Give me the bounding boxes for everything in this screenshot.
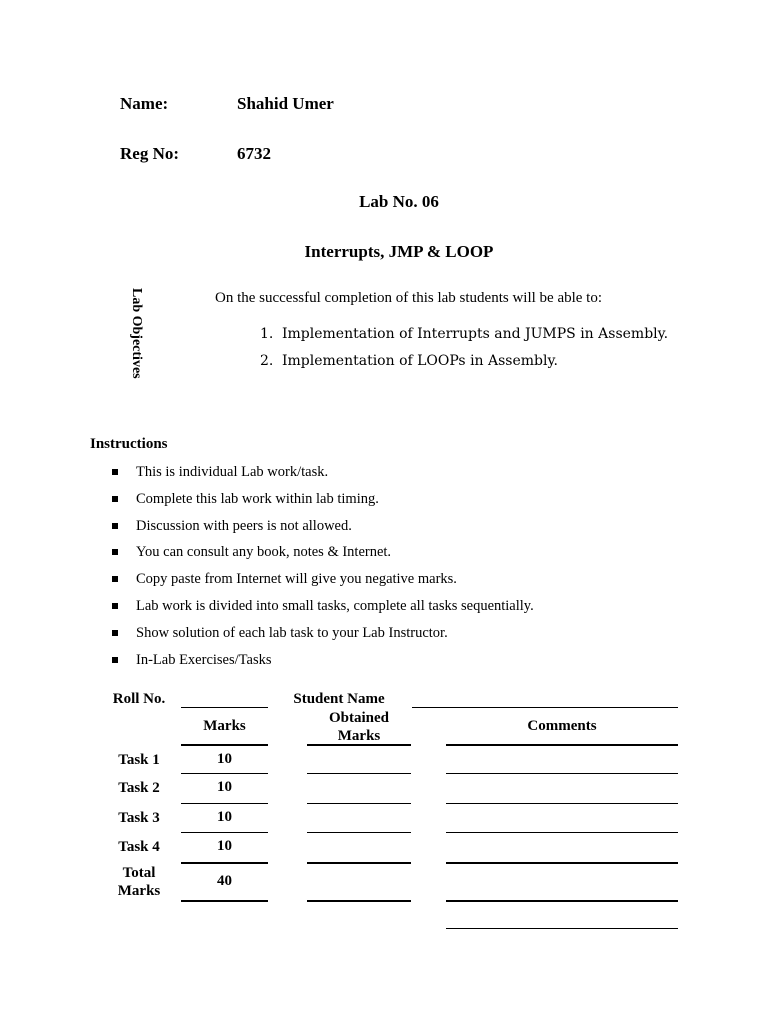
bullet-square-icon [112,630,118,636]
task-marks: 10 [217,838,232,854]
instructions-list [112,462,534,676]
task-label: Task 3 [118,810,160,826]
total-obtained-field[interactable] [307,900,411,902]
bullet-square-icon [112,603,118,609]
task-label: Task 4 [118,839,160,855]
row-rule [181,803,268,804]
lab-title: Interrupts, JMP & LOOP [304,242,494,261]
total-label-line2: Marks [117,883,161,899]
reg-no-label: Reg No: [120,144,180,163]
instruction-text: Discussion with peers is not allowed. [136,517,352,534]
instruction-text: Copy paste from Internet will give you negative marks. [136,571,457,588]
obtained-field[interactable] [307,862,411,864]
objectives-side-text: Lab Objectives [129,288,144,379]
task-label: Task 1 [118,752,160,768]
objective-number: 1. [260,326,274,342]
total-comment-field[interactable] [446,900,678,902]
instruction-text: Complete this lab work within lab timing. [136,490,379,507]
instruction-item [112,596,534,623]
instruction-item [112,569,534,596]
comment-field[interactable] [446,773,678,774]
instruction-item [112,542,534,569]
roll-no-line [181,707,268,708]
obtained-field[interactable] [307,803,411,804]
objective-number: 2. [260,353,274,369]
instruction-item [112,623,534,650]
instruction-item [112,489,534,516]
objectives-list [260,324,668,378]
task-marks: 10 [217,809,232,825]
instruction-text: Show solution of each lab task to your Lab Instructor. [136,624,448,641]
instruction-text: Lab work is divided into small tasks, complete all tasks sequentially. [136,597,534,614]
total-rule [181,900,268,902]
row-rule [181,773,268,774]
instruction-text: This is individual Lab work/task. [136,464,329,480]
reg-no-value: 6732 [237,144,271,163]
bullet-square-icon [112,657,118,663]
comment-field[interactable] [446,803,678,804]
instruction-item [112,516,534,543]
instruction-text: You can consult any book, notes & Internet. [136,544,392,561]
objective-text: Implementation of Interrupts and JUMPS in Assembly. [282,326,669,342]
task-marks: 10 [217,779,232,795]
header-rule [446,744,678,746]
objective-item [260,351,668,378]
obtained-header-line1: Obtained [328,710,389,726]
bullet-square-icon [112,469,118,475]
comment-field[interactable] [446,832,678,833]
instruction-item [112,462,534,489]
bullet-square-icon [112,523,118,529]
header-rule [307,744,411,746]
obtained-header-line2: Marks [337,728,381,744]
task-label: Task 2 [118,780,160,796]
row-rule [181,832,268,833]
instructions-heading: Instructions [90,436,168,452]
student-name-line [412,707,678,708]
comment-field[interactable] [446,862,678,864]
obtained-field[interactable] [307,832,411,833]
bullet-square-icon [112,549,118,555]
name-label: Name: [120,94,169,113]
roll-no-label: Roll No. [112,691,166,707]
comments-header: Comments [527,718,597,734]
name-value: Shahid Umer [237,94,334,113]
objectives-side-label [126,288,148,398]
total-marks: 40 [217,873,232,889]
objective-text: Implementation of LOOPs in Assembly. [282,353,558,369]
objectives-intro: On the successful completion of this lab students will be able to: [215,290,603,306]
marks-header: Marks [203,718,246,734]
bullet-square-icon [112,576,118,582]
instruction-item [112,650,534,677]
row-rule [181,862,268,864]
bullet-square-icon [112,496,118,502]
header-rule [181,744,268,746]
task-marks: 10 [217,751,232,767]
total-label-line1: Total [122,865,156,881]
student-name-label: Student Name [293,691,385,707]
objective-item [260,324,668,351]
obtained-field[interactable] [307,773,411,774]
instruction-text: In-Lab Exercises/Tasks [136,651,272,668]
lab-number: Lab No. 06 [359,192,439,211]
comment-extra-line[interactable] [446,928,678,929]
